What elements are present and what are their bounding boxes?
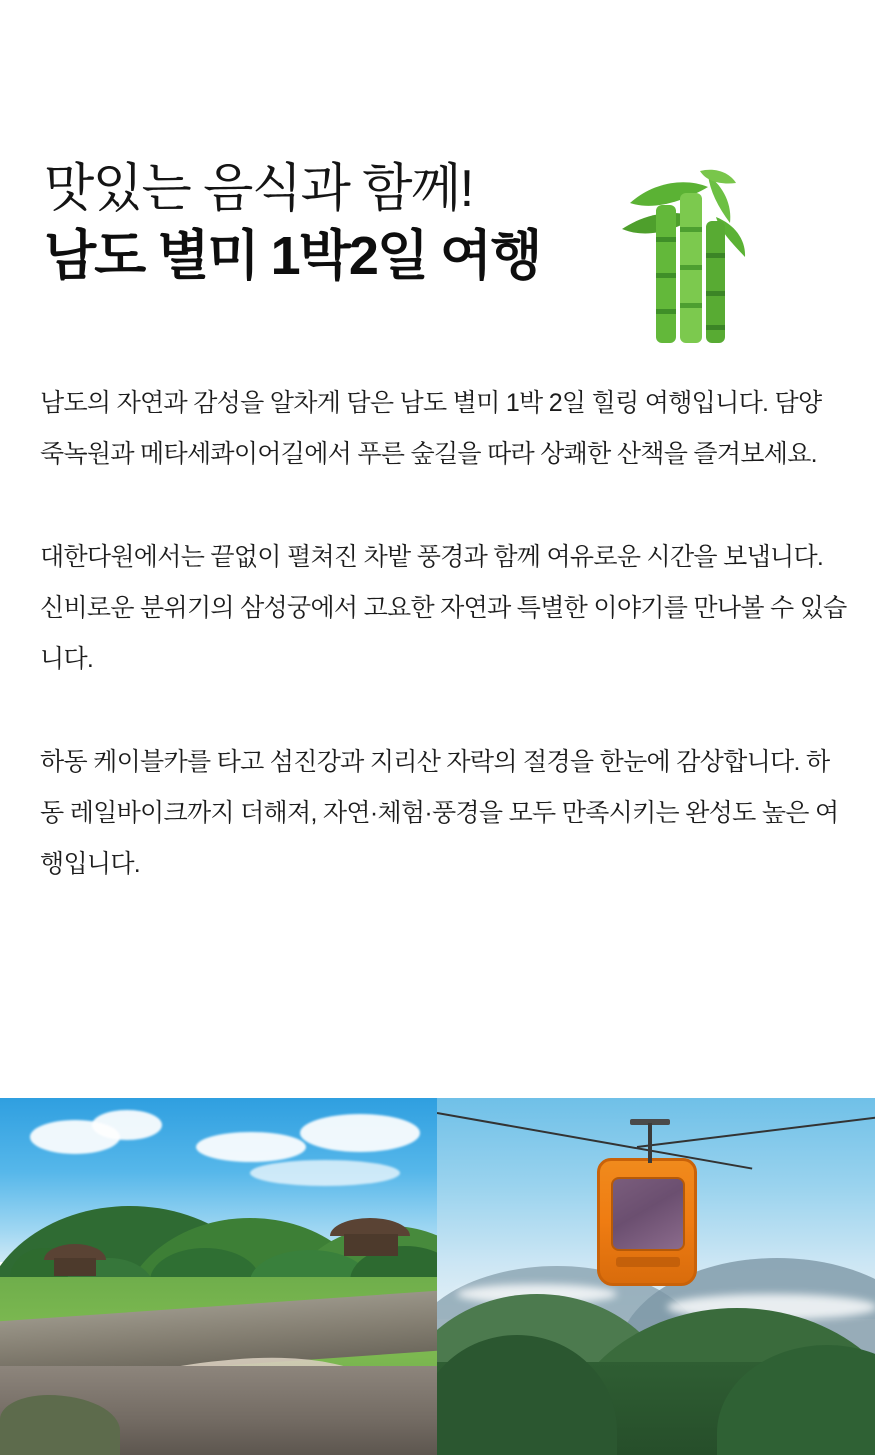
cloud-shape (92, 1110, 162, 1140)
cloud-shape (196, 1132, 306, 1162)
gondola-base (616, 1257, 680, 1267)
paragraph-3: 하동 케이블카를 타고 섬진강과 지리산 자락의 절경을 한눈에 감상합니다. 하동 레일바이크까지 더해져, 자연·체험·풍경을 모두 만족시키는 완성도 높은 여행입니다. (40, 748, 839, 878)
cloud-shape (250, 1160, 400, 1186)
pavilion-body (344, 1234, 398, 1256)
gondola-window (611, 1177, 685, 1251)
photo-strip (0, 1098, 875, 1455)
cable-car-gondola (597, 1158, 697, 1286)
cloud-shape (300, 1114, 420, 1152)
headline-secondary: 남도 별미 1박2일 여행 (44, 225, 541, 286)
paragraph-2: 대한다원에서는 끝없이 펼쳐진 차밭 풍경과 함께 여유로운 시간을 보냅니다. 신비로운 분위기의 삼성궁에서 고요한 자연과 특별한 이야기를 만나볼 수 있습니다. (40, 543, 847, 673)
pavilion-body (54, 1258, 96, 1276)
samseonggung-stone-fortress-photo (0, 1098, 437, 1455)
gondola-hanger (648, 1123, 652, 1163)
body-copy (40, 378, 850, 890)
paragraph-1: 남도의 자연과 감성을 알차게 담은 남도 별미 1박 2일 힐링 여행입니다. 담양 죽녹원과 메타세콰이어길에서 푸른 숲길을 따라 상쾌한 산책을 즐겨보세요. (40, 389, 822, 468)
headline-primary: 맛있는 음식과 함께! (44, 160, 473, 218)
hadong-cable-car-photo (437, 1098, 875, 1455)
heading-block (44, 160, 834, 286)
